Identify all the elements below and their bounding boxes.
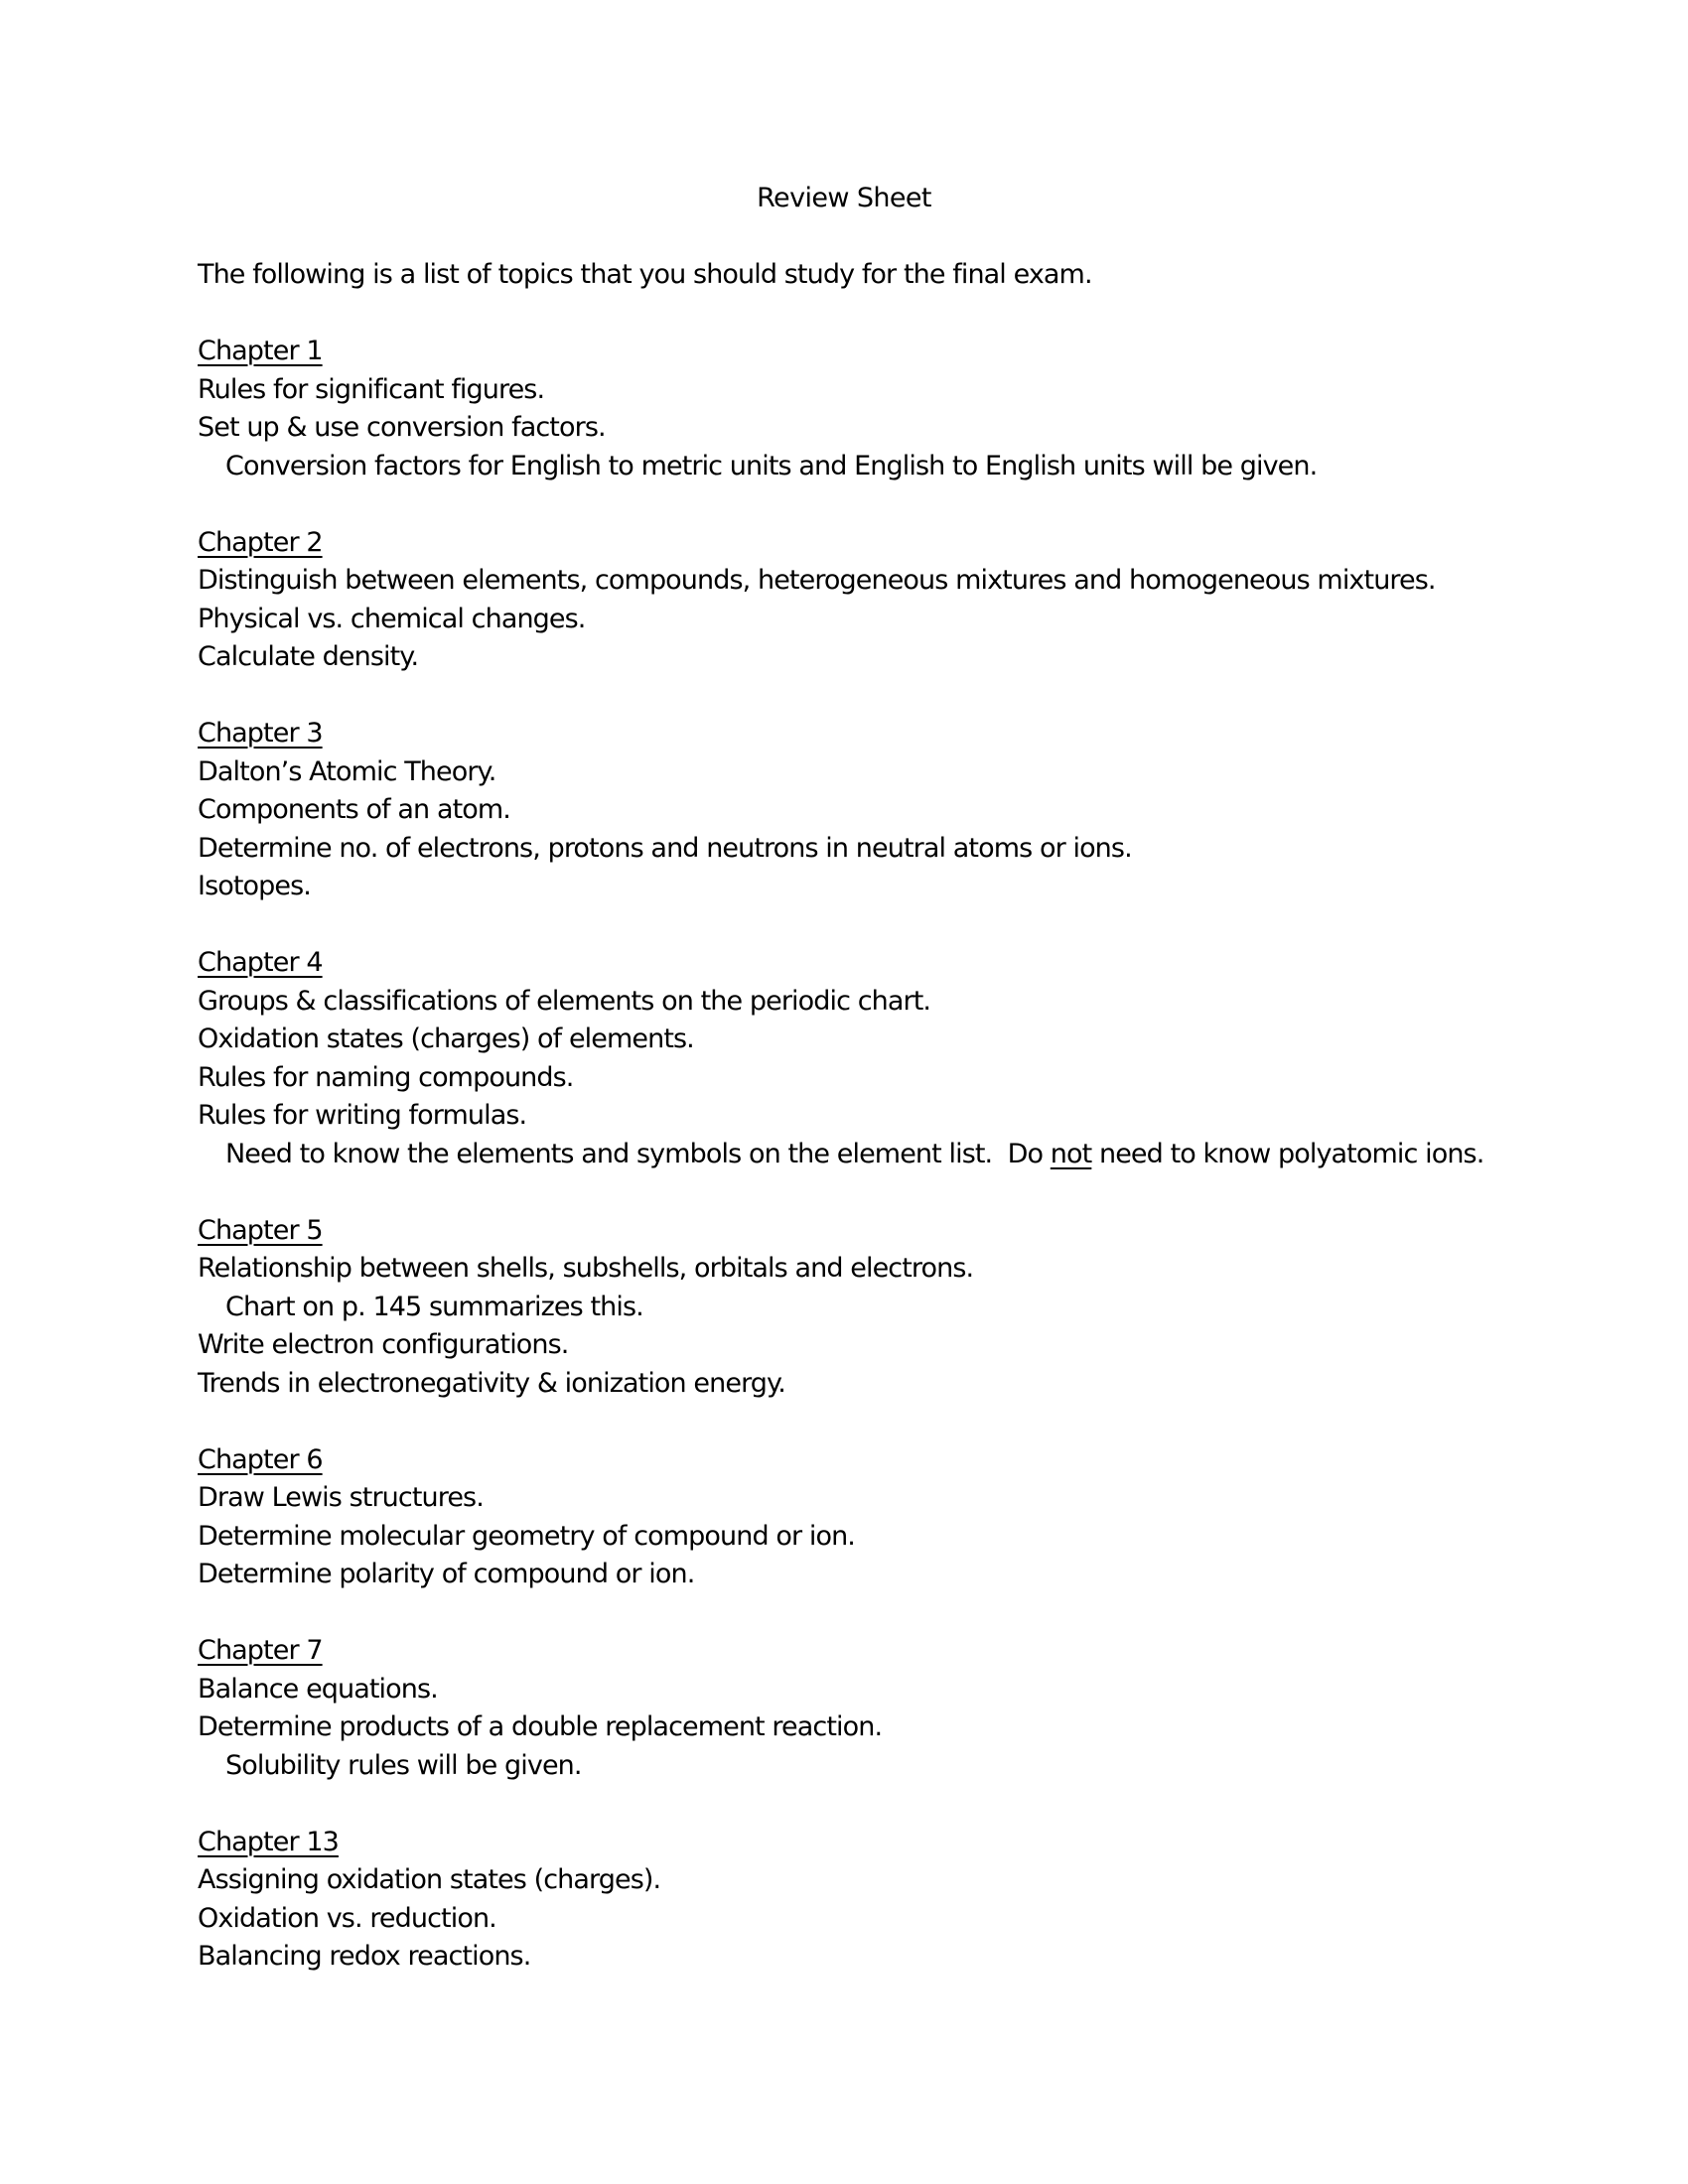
topic-item: Assigning oxidation states (charges).: [198, 1864, 661, 1895]
topic-item: Isotopes.: [198, 871, 311, 901]
topic-item: Write electron configurations.: [198, 1329, 569, 1360]
chapter-heading-text: Chapter 7: [198, 1635, 323, 1666]
chapter-heading-text: Chapter 1: [198, 336, 323, 366]
topic-item: Rules for writing formulas.: [198, 1100, 527, 1131]
chapter-section-5: [198, 1212, 1588, 1404]
chapter-heading: [198, 524, 1588, 563]
topic-item: Relationship between shells, subshells, orbitals and electrons.: [198, 1253, 974, 1284]
chapter-heading: [198, 715, 1588, 753]
note-text-before: Need to know the elements and symbols on the element list. Do: [225, 1138, 1051, 1169]
topic-item: Groups & classifications of elements on the periodic chart.: [198, 985, 931, 1017]
topic-note: Solubility rules will be given.: [225, 1749, 582, 1781]
chapter-section-6: [198, 1441, 1588, 1594]
topic-item: Draw Lewis structures.: [198, 1482, 484, 1513]
chapter-heading: [198, 1441, 1588, 1480]
chapter-heading: [198, 333, 1588, 371]
topic-item: Distinguish between elements, compounds, heterogeneous mixtures and homogeneous mixtures.: [198, 565, 1436, 596]
topic-item: Rules for naming compounds.: [198, 1061, 574, 1093]
chapter-heading: [198, 1212, 1588, 1251]
topic-item: Rules for significant figures.: [198, 373, 545, 405]
chapter-heading: [198, 1824, 1588, 1862]
document-body: [198, 256, 1588, 2014]
chapter-section-4: [198, 944, 1588, 1173]
chapter-section-13: [198, 1824, 1588, 1977]
chapter-section-1: [198, 333, 1588, 485]
topic-item: Determine products of a double replacement reaction.: [198, 1711, 883, 1742]
chapter-heading-text: Chapter 13: [198, 1826, 339, 1857]
chapter-section-3: [198, 715, 1588, 906]
topic-note: [198, 1136, 1588, 1174]
topic-item: Components of an atom.: [198, 794, 510, 825]
chapter-heading-text: Chapter 5: [198, 1214, 323, 1246]
topic-note: Conversion factors for English to metric units and English to English units will be given.: [225, 450, 1318, 481]
topic-item: Oxidation vs. reduction.: [198, 1902, 496, 1934]
topic-item: Calculate density.: [198, 641, 419, 672]
topic-item: Set up & use conversion factors.: [198, 412, 606, 443]
topic-item: Trends in electronegativity & ionization energy.: [198, 1367, 785, 1399]
chapter-section-7: [198, 1632, 1588, 1785]
topic-item: Balance equations.: [198, 1673, 438, 1705]
page-title: Review Sheet: [757, 183, 931, 213]
topic-item: Oxidation states (charges) of elements.: [198, 1024, 694, 1054]
topic-item: Determine molecular geometry of compound or ion.: [198, 1520, 855, 1552]
chapter-section-2: [198, 524, 1588, 677]
intro-paragraph: The following is a list of topics that you should study for the final exam.: [198, 259, 1092, 290]
chapter-heading: [198, 944, 1588, 983]
chapter-heading: [198, 1632, 1588, 1671]
topic-item: Dalton’s Atomic Theory.: [198, 755, 496, 787]
chapter-heading-text: Chapter 4: [198, 947, 323, 978]
chapter-heading-text: Chapter 6: [198, 1443, 323, 1475]
topic-item: Determine no. of electrons, protons and neutrons in neutral atoms or ions.: [198, 832, 1132, 864]
topic-note: Chart on p. 145 summarizes this.: [225, 1291, 643, 1322]
chapter-heading-text: Chapter 3: [198, 718, 323, 749]
chapter-heading-text: Chapter 2: [198, 526, 323, 558]
topic-item: Physical vs. chemical changes.: [198, 603, 586, 634]
emphasis-underlined-text: not: [1050, 1138, 1092, 1169]
note-text-after: need to know polyatomic ions.: [1091, 1138, 1484, 1169]
topic-item: Determine polarity of compound or ion.: [198, 1559, 695, 1589]
topic-item: Balancing redox reactions.: [198, 1941, 531, 1972]
